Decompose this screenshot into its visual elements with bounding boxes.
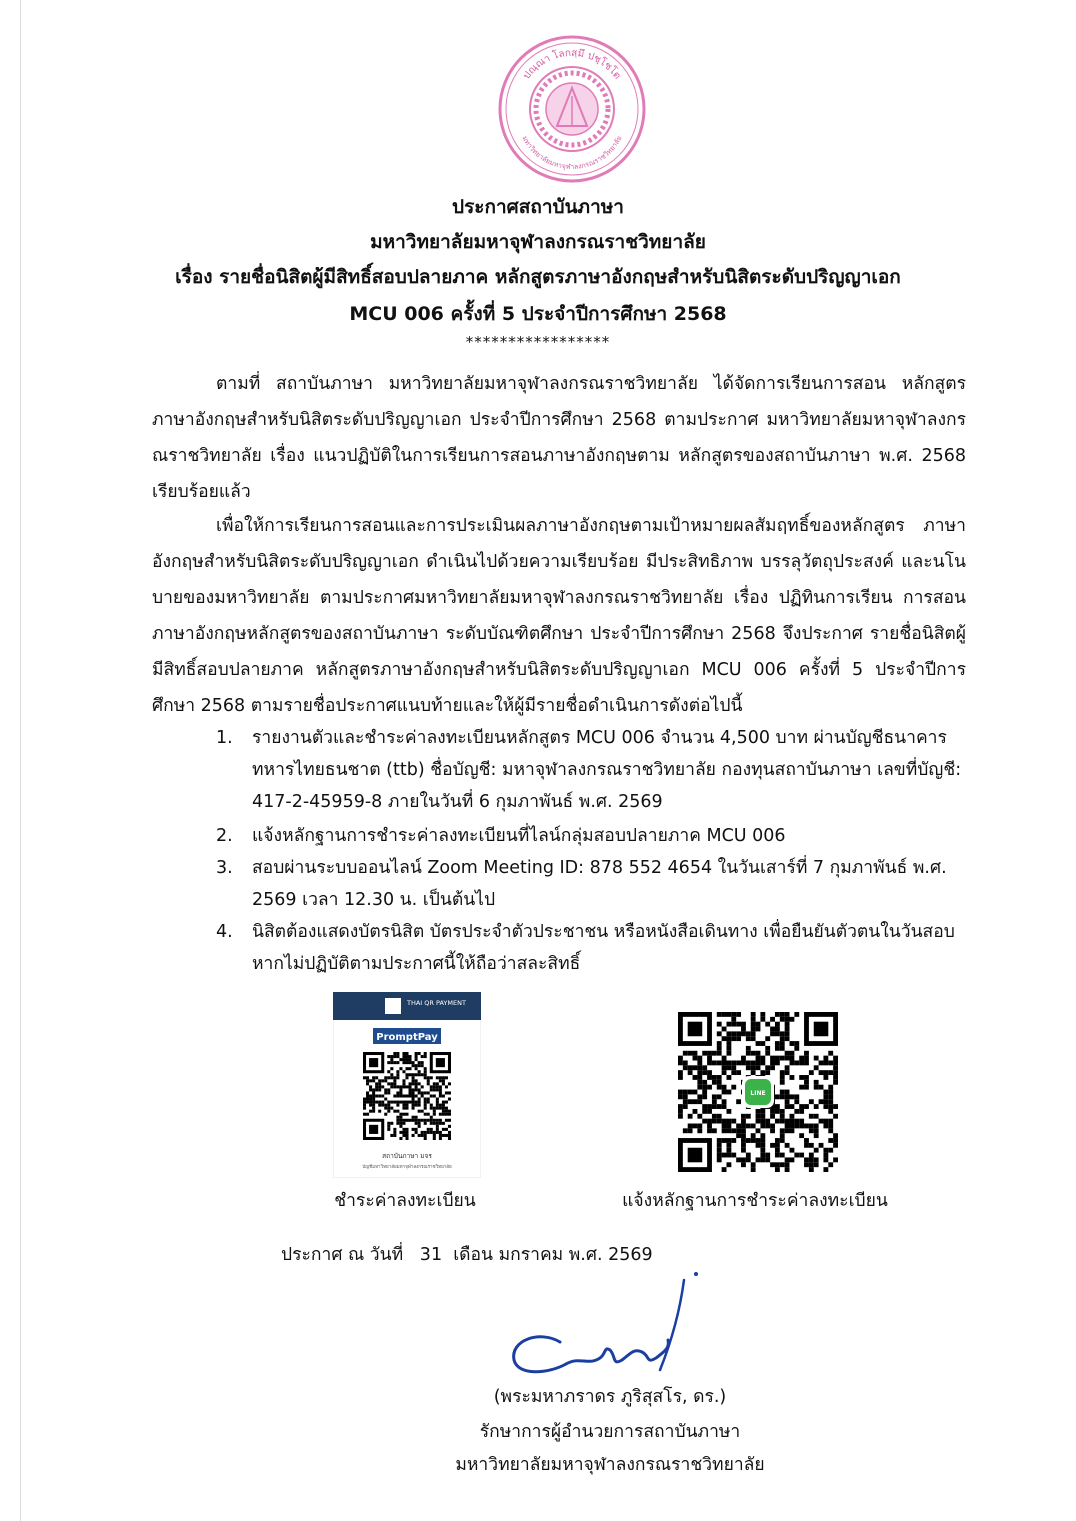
list-number: 2.: [216, 826, 233, 846]
course-line: MCU 006 ครั้งที่ 5 ประจำปีการศึกษา 2568: [349, 303, 727, 325]
promptpay-logo-text: PromptPay: [376, 1032, 438, 1043]
paragraph-2-text: เพื่อให้การเรียนการสอนและการประเมินผลภาษาอังกฤษตามเป้าหมายผลสัมฤทธิ์ของหลักสูตร ภาษาอังกฤษสำหรับนิสิตระดับปริญญาเอก ดำเนินไปด้วยความเรียบร้อย มีประสิทธิภาพ บรรลุวัตถุประสงค์ และนโนบายของมหาวิทยาลัย ตามประกาศมหาวิทยาลัยมหาจุฬาลงกรณราชวิทยาลัย เรื่อง ปฏิทินการเรียน การสอนภาษาอังกฤษหลักสูตรของสถาบันภาษา ระดับบัณฑิตศึกษา ประจำปีการศึกษา 2568 จึงประกาศ รายชื่อนิสิตผู้มีสิทธิ์สอบปลายภาค หลักสูตรภาษาอังกฤษสำหรับนิสิตระดับปริญญาเอก MCU 006 ครั้งที่ 5 ประจำปีการศึกษา 2568 ตามรายชื่อประกาศแนบท้ายและให้ผู้มีรายชื่อดำเนินการดังต่อไปนี้: [152, 516, 966, 716]
handwritten-signature: [500, 1270, 710, 1380]
signatory-position: รักษาการผู้อำนวยการสถาบันภาษา: [479, 1422, 741, 1442]
svg-text:ปณฺณา โลกสฺมึ ปชฺโชโต: [521, 47, 622, 81]
announcement-date: ประกาศ ณ วันที่ 31 เดือน มกราคม พ.ศ. 2569: [281, 1245, 653, 1265]
list-text: รายงานตัวและชำระค่าลงทะเบียนหลักสูตร MCU 006 จำนวน 4,500 บาท ผ่านบัญชีธนาคาร ทหารไทยธนชาต (ttb) ชื่อบัญชี: มหาจุฬาลงกรณราชวิทยาลัย กองทุนสถาบันภาษา เลขที่บัญชี: 417-2-45959-8 ภายในวันที่ 6 กุมภาพันธ์ พ.ศ. 2569: [252, 728, 962, 812]
signatory-organization: มหาวิทยาลัยมหาจุฬาลงกรณราชวิทยาลัย: [455, 1455, 765, 1475]
svg-text:มหาวิทยาลัยมหาจุฬาลงกรณราชวิทย: [520, 135, 623, 171]
list-number: 3.: [216, 858, 233, 878]
paragraph-1: [152, 366, 966, 514]
list-text: แจ้งหลักฐานการชำระค่าลงทะเบียนที่ไลน์กลุ่มสอบปลายภาค MCU 006: [252, 826, 786, 846]
thai-qr-icon: [385, 998, 401, 1014]
line-group-qr: [678, 1012, 838, 1172]
list-text: สอบผ่านระบบออนไลน์ Zoom Meeting ID: 878 552 4654 ในวันเสาร์ที่ 7 กุมภาพันธ์ พ.ศ. 2569 เวลา 12.30 น. เป็นต้นไป: [252, 858, 947, 910]
university-seal: [497, 34, 647, 184]
payment-qr-caption: ชำระค่าลงทะเบียน: [334, 1191, 476, 1211]
list-number: 1.: [216, 728, 233, 748]
seal-bottom-text: มหาวิทยาลัยมหาจุฬาลงกรณราชวิทยาลัย: [520, 134, 624, 172]
announcement-heading: ประกาศสถาบันภาษา: [452, 196, 624, 218]
paragraph-2: [152, 508, 966, 728]
university-name: มหาวิทยาลัยมหาจุฬาลงกรณราชวิทยาลัย: [370, 231, 706, 253]
separator-stars: *****************: [465, 333, 611, 351]
thai-qr-banner-text: THAI QR PAYMENT: [407, 999, 466, 1007]
paragraph-1-text: ตามที่ สถาบันภาษา มหาวิทยาลัยมหาจุฬาลงกรณราชวิทยาลัย ได้จัดการเรียนการสอน หลักสูตรภาษาอังกฤษสำหรับนิสิตระดับปริญญาเอก ประจำปีการศึกษา 2568 ตามประกาศ มหาวิทยาลัยมหาจุฬาลงกรณราชวิทยาลัย เรื่อง แนวปฏิบัติในการเรียนการสอนภาษาอังกฤษตาม หลักสูตรของสถาบันภาษา พ.ศ. 2568 เรียบร้อยแล้ว: [152, 374, 966, 502]
subject-line: เรื่อง รายชื่อนิสิตผู้มีสิทธิ์สอบปลายภาค หลักสูตรภาษาอังกฤษสำหรับนิสิตระดับปริญญาเอก: [175, 266, 901, 288]
qr-account-sub: บัญชีมหาวิทยาลัยมหาจุฬาลงกรณราชวิทยาลัย: [362, 1165, 452, 1170]
line-logo-text: LINE: [750, 1090, 766, 1097]
qr-account-label: สถาบันภาษา มจร: [382, 1152, 432, 1160]
line-qr-caption: แจ้งหลักฐานการชำระค่าลงทะเบียน: [622, 1191, 888, 1211]
seal-top-text: ปณฺณา โลกสฺมึ ปชฺโชโต: [521, 47, 623, 82]
list-text: นิสิตต้องแสดงบัตรนิสิต บัตรประจำตัวประชาชน หรือหนังสือเดินทาง เพื่อยืนยันตัวตนในวันสอบ หากไม่ปฏิบัติตามประกาศนี้ให้ถือว่าสละสิทธิ์: [252, 922, 955, 974]
list-number: 4.: [216, 922, 233, 942]
promptpay-qr-card: [333, 992, 481, 1178]
signatory-name: (พระมหาภราดร ภูริสุสโร, ดร.): [493, 1387, 727, 1407]
